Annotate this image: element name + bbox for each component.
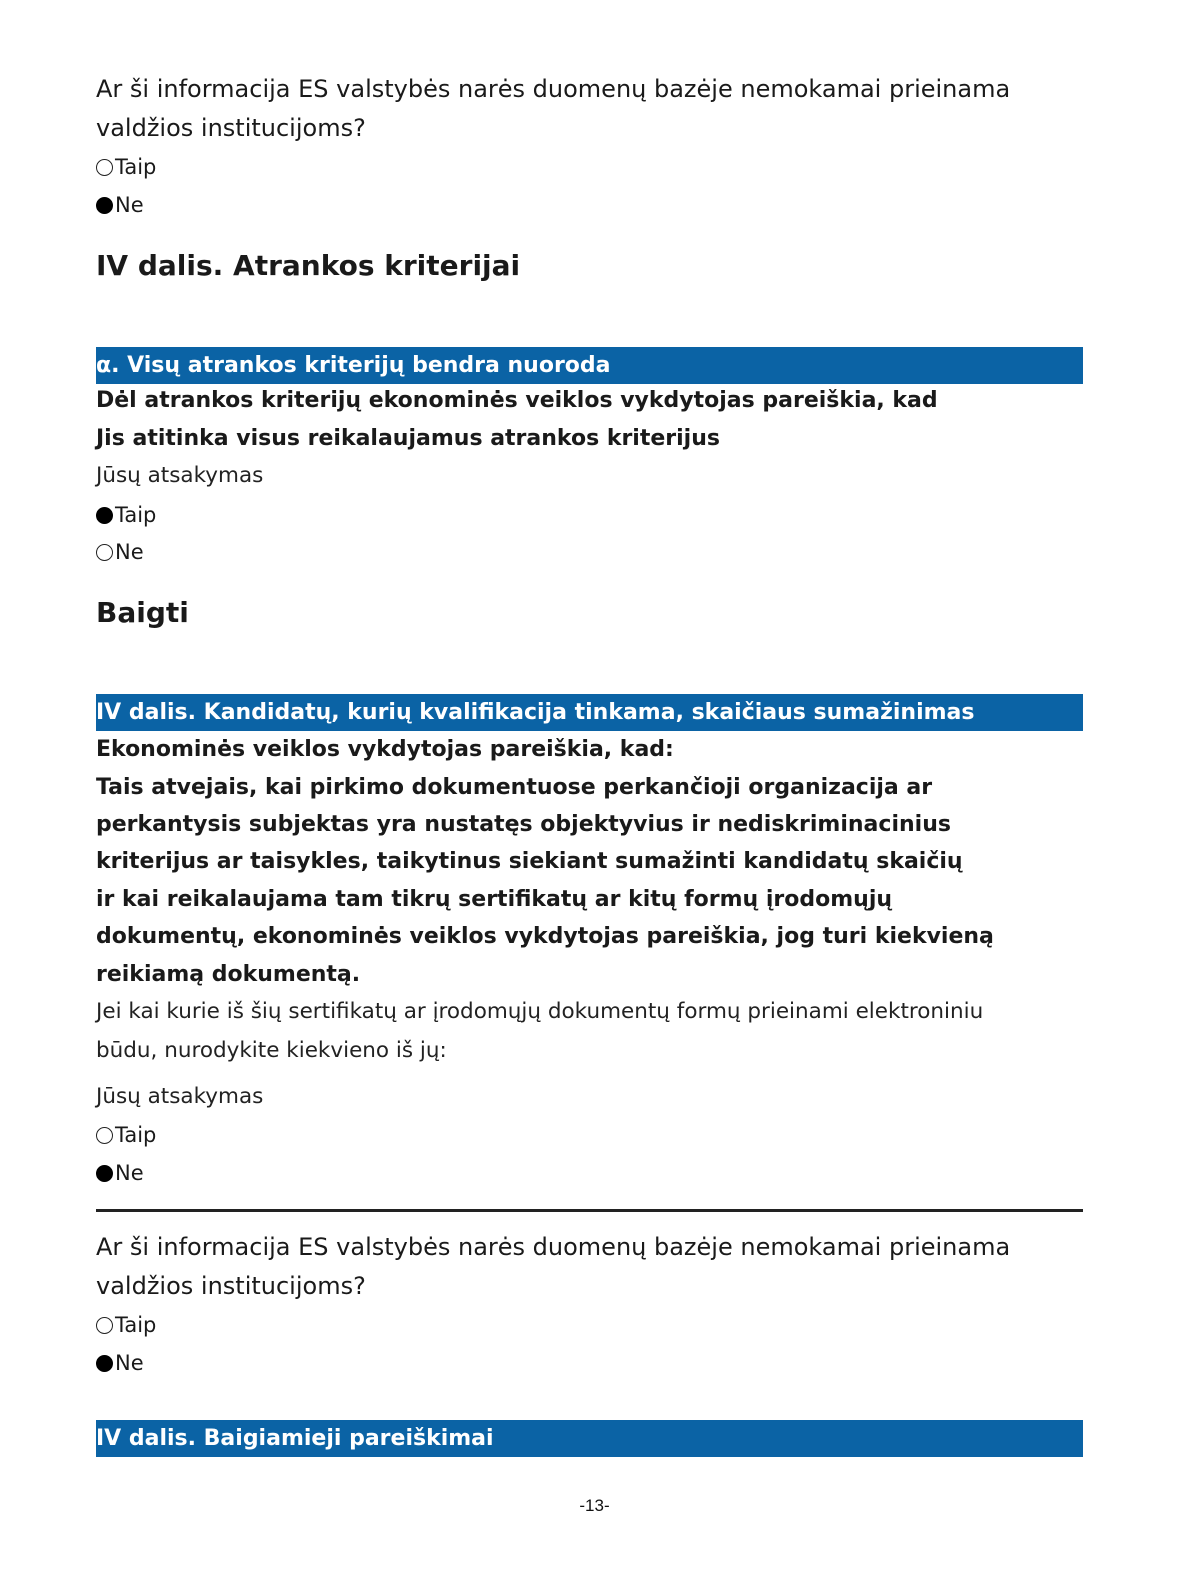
db-question-line2: valdžios institucijoms? [96,114,366,142]
section-divider [96,1209,1083,1212]
radio-option-yes[interactable] [96,501,156,529]
reduction-para-line: Tais atvejais, kai pirkimo dokumentuose perkančioji organizacija ar [96,775,933,800]
alpha-statement-line1: Dėl atrankos kriterijų ekonominės veiklos vykdytojas pareiškia, kad [96,388,938,413]
reduction-para-line: kriterijus ar taisykles, taikytinus siekiant sumažinti kandidatų skaičių [96,849,963,874]
section-band-alpha: α. Visų atrankos kriterijų bendra nuoroda [96,347,1083,384]
reduction-declares: Ekonominės veiklos vykdytojas pareiškia, kad: [96,737,674,762]
db-question-line1: Ar ši informacija ES valstybės narės duomenų bazėje nemokamai prieinama [96,75,1011,103]
radio-option-yes[interactable] [96,1311,156,1339]
part-heading-selection: IV dalis. Atrankos kriterijai [96,249,521,282]
reduction-para-line: perkantysis subjektas yra nustatęs objektyvius ir nediskriminacinius [96,812,951,837]
radio-label: Ne [115,193,144,217]
answer-label: Jūsų atsakymas [96,1084,264,1109]
page-number: -13- [579,1496,610,1515]
radio-option-yes[interactable] [96,1121,156,1149]
section-band-final: IV dalis. Baigiamieji pareiškimai [96,1420,1083,1457]
radio-label: Ne [115,1161,144,1185]
radio-filled-icon[interactable] [96,1355,113,1372]
radio-filled-icon[interactable] [96,197,113,214]
db-question-line2: valdžios institucijoms? [96,1272,366,1300]
radio-empty-icon[interactable] [96,1127,113,1144]
radio-empty-icon[interactable] [96,1317,113,1334]
finish-heading: Baigti [96,596,189,629]
radio-empty-icon[interactable] [96,159,113,176]
radio-label: Ne [115,1351,144,1375]
section-band-reduction: IV dalis. Kandidatų, kurių kvalifikacija tinkama, skaičiaus sumažinimas [96,694,1083,731]
radio-option-no[interactable] [96,1159,144,1187]
reduction-note-line2: būdu, nurodykite kiekvieno iš jų: [96,1038,447,1063]
radio-filled-icon[interactable] [96,1165,113,1182]
radio-option-no[interactable] [96,1349,144,1377]
radio-label: Ne [115,540,144,564]
radio-empty-icon[interactable] [96,544,113,561]
answer-label: Jūsų atsakymas [96,463,264,488]
radio-label: Taip [115,1313,157,1337]
radio-label: Taip [115,155,157,179]
radio-option-no[interactable] [96,191,144,219]
radio-label: Taip [115,1123,157,1147]
reduction-para-line: dokumentų, ekonominės veiklos vykdytojas pareiškia, jog turi kiekvieną [96,924,994,949]
reduction-note-line1: Jei kai kurie iš šių sertifikatų ar įrodomųjų dokumentų formų prieinami elektroniniu [96,999,984,1024]
db-question-line1: Ar ši informacija ES valstybės narės duomenų bazėje nemokamai prieinama [96,1233,1011,1261]
reduction-para-line: reikiamą dokumentą. [96,962,361,987]
radio-option-yes[interactable] [96,153,156,181]
radio-option-no[interactable] [96,538,144,566]
alpha-statement-line2: Jis atitinka visus reikalaujamus atrankos kriterijus [96,426,720,451]
radio-label: Taip [115,503,157,527]
reduction-para-line: ir kai reikalaujama tam tikrų sertifikatų ar kitų formų įrodomųjų [96,887,893,912]
radio-filled-icon[interactable] [96,507,113,524]
